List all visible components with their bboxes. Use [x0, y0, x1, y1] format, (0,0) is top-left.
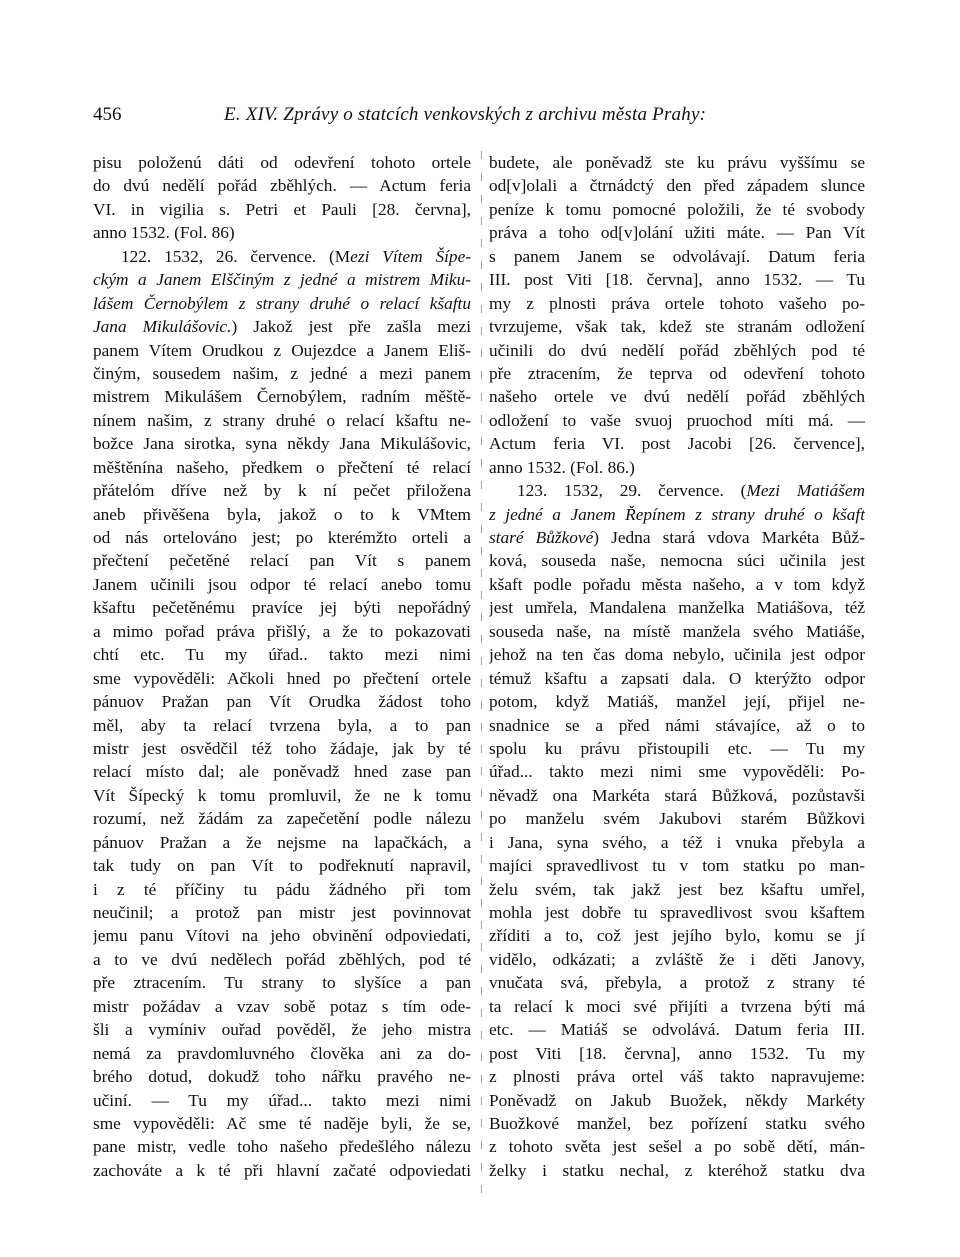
text-line: měštěnína našeho, předkem o přečtení té relací — [93, 457, 471, 477]
text-line: odložení to vaše svuoj pruochod míti má. — — [489, 410, 865, 430]
text-line: činým, sousedem našim, z jedné a mezi panem — [93, 363, 471, 383]
text-line: želu svém, tak jakž jest bez kšaftu umřel, — [489, 879, 865, 899]
text-line: 122. 1532, 26. července. (Mezi Vítem Šípe- — [121, 246, 471, 266]
text-line: my z plnosti práva ortele tohoto vašeho po- — [489, 293, 865, 313]
text-line: a mimo pořad práva přišlý, a že to pokazovati — [93, 621, 471, 641]
text-line: od nás ortelováno jest; po kterémžto orteli a — [93, 528, 471, 547]
text-line: učinili do dvú nedělí pořád zběhlých pod té — [489, 340, 865, 360]
text-line: kšaft podle pořadu města našeho, a v tom když — [489, 574, 865, 594]
text-line: do dvú nedělí pořád zběhlých. — Actum feria — [93, 176, 471, 196]
text-line: panem Vítem Orudkou z Oujezdce a Janem Eliš- — [93, 340, 471, 360]
text-line: od[v]olali a čtrnádctý den před západem slunce — [489, 176, 865, 196]
text-line: majíci spravedlivost tu v tom statku po man- — [489, 856, 865, 876]
text-line: pánuov Pražan a že nejsme na lapačkách, a — [93, 832, 471, 852]
text-line: anno 1532. (Fol. 86.) — [489, 457, 635, 477]
text-line: Jana Mikulášovic.) Jakož jest pře zašla mezi — [93, 317, 471, 337]
text-line: potom, když Matiáš, manžel její, přijel ne- — [489, 692, 865, 712]
text-line: Actum feria VI. post Jacobi [26. července], — [489, 434, 865, 454]
text-line: rozumí, než žádám za zapečetění podle nálezu — [93, 809, 471, 829]
text-line: sme vypověděli: Ačkoli hned po přečtení ortele — [93, 668, 471, 688]
text-line: vnučata svá, přebyla, a protož z strany té — [489, 973, 865, 993]
text-line: mistrem Mikulášem Černobýlem, radním měště- — [93, 387, 471, 407]
text-line: jemu panu Vítovi na jeho obvinění odpoviedati, — [93, 926, 471, 946]
text-line: souseda naše, na místě manžela svého Matiáše, — [489, 621, 865, 641]
text-line: z jedné a Janem Řepínem z strany druhé o kšaft — [489, 504, 865, 524]
text-line: přátelóm dříve než by k ní pečet přiložena — [93, 481, 471, 501]
text-line: nemá za pravdomluvného člověka ani za do- — [93, 1043, 471, 1063]
text-line: a to ve dvú nedělech pořád zběhlých, pod té — [93, 949, 471, 969]
text-line: pře ztracením, že teprva od odevření tohoto — [489, 363, 865, 383]
text-line: s panem Janem se odvolávají. Datum feria — [489, 246, 865, 266]
text-line: po manželu svém Jakubovi starém Bůžkovi — [489, 809, 865, 829]
text-line: 123. 1532, 29. července. (Mezi Matiášem — [517, 481, 865, 501]
text-line: pisu položenú dáti od odevření tohoto ortele — [93, 153, 471, 172]
text-line: snadnice se a před námi stávajíce, až o to — [489, 715, 865, 735]
text-line: Buožkové manžel, bez pořízení statku svého — [489, 1113, 865, 1133]
right-text-column — [489, 151, 865, 1182]
text-line: ta relací k moci své přijíti a tvrzena býti má — [489, 996, 865, 1016]
text-line: našeho ortele ve dvú nedělí pořád zběhlých — [489, 387, 865, 407]
left-text-column — [93, 151, 471, 1182]
text-line: tvrzujeme, však tak, kdež ste stranám odložení — [489, 317, 865, 337]
text-line: aneb přivěšena byla, jakož o to k VMtem — [93, 504, 471, 524]
text-line: budete, ale poněvadž ste ku právu vyššímu se — [489, 153, 865, 172]
text-line: mistr požádav a vzav sobě potaz s tím ode- — [93, 996, 471, 1016]
text-line: anno 1532. (Fol. 86) — [93, 223, 235, 243]
text-line: chtí etc. Tu my úřad.. takto mezi nimi — [93, 645, 471, 665]
text-line: III. post Viti [18. června], anno 1532. — Tu — [489, 270, 865, 290]
text-line: měl, aby ta relací tvrzena byla, a to pan — [93, 715, 471, 735]
text-line: spolu ku právu přistoupili etc. — Tu my — [489, 738, 865, 758]
text-line: neučinil; a protož pan mistr jest povinnovat — [93, 903, 471, 922]
text-line: tak tudy on pan Vít to podřeknutí napravil, — [93, 856, 471, 876]
text-line: něvadž ona Markéta stará Bůžková, pozůstavši — [489, 785, 865, 805]
text-line: i Jana, syna svého, a též i vnuka přebyla a — [489, 832, 865, 852]
text-line: učiní. — Tu my úřad... takto mezi nimi — [93, 1090, 471, 1110]
text-line: relací místo dal; ale poněvadž hned zase pan — [93, 762, 471, 782]
text-line: kšaftu pečetěnému pravíce jej býti nepořádný — [93, 598, 471, 618]
text-line: mohla jest dobře tu spravedlivost svou kšaftem — [489, 903, 865, 922]
text-line: ková, souseda naše, nemocna súci učinila jest — [489, 551, 865, 571]
text-line: práva a toho od[v]olání užiti máte. — Pan Vít — [489, 223, 865, 243]
text-line: z plnosti práva ortel váš takto napravujeme: — [489, 1067, 865, 1087]
text-line: i z té příčiny tu pádu žádného při tom — [93, 879, 471, 899]
text-line: Janem učinili jsou odpor té relací anebo tomu — [93, 574, 471, 594]
text-line: zříditi a to, což jest jejího bylo, komu se jí — [489, 926, 865, 946]
text-line: peníze k tomu pomocné položili, že té svobody — [489, 199, 865, 219]
running-title: E. XIV. Zprávy o statcích venkovských z archivu města Prahy: — [224, 104, 707, 125]
text-line: post Viti [18. června], anno 1532. Tu my — [489, 1043, 865, 1063]
text-line: ckým a Janem Elščiným z jedné a mistrem Miku- — [93, 270, 471, 290]
text-line: jehož na ten čas doma nebylo, učinila jest odpor — [489, 645, 865, 665]
text-line: úřad... takto mezi nimi sme vypověděli: Po- — [489, 762, 865, 782]
page-number: 456 — [93, 104, 122, 125]
text-line: přečtení pečetěné relací pan Vít s panem — [93, 551, 471, 571]
text-line: brého dotud, dokudž toho nářku pravého ne- — [93, 1067, 471, 1087]
text-line: vidělo, odkázati; a zvláště že i děti Janovy, — [489, 949, 865, 969]
text-line: pane mistr, vedle toho našeho předešlého nálezu — [93, 1137, 471, 1157]
text-line: lášem Černobýlem z strany druhé o relací kšaftu — [93, 293, 471, 313]
text-line: želky i statku nechal, z kteréhož statku dva — [489, 1160, 865, 1180]
text-line: sme vypověděli: Ač sme té naděje byli, že se, — [93, 1113, 471, 1133]
text-line: pánuov Pražan pan Vít Orudka žádost toho — [93, 692, 471, 712]
text-line: staré Bůžkové) Jedna stará vdova Markéta Bůž- — [489, 528, 865, 547]
text-line: nínem našim, z strany druhé o relací kšaftu ne- — [93, 410, 471, 430]
text-line: pře ztracením. Tu strany to slyšíce a pan — [93, 973, 471, 993]
text-line: etc. — Matiáš se odvolává. Datum feria III. — [489, 1020, 865, 1040]
text-line: VI. in vigilia s. Petri et Pauli [28. června], — [93, 199, 471, 219]
text-line: šli a vymíniv ouřad pověděl, že jeho mistra — [93, 1020, 471, 1040]
text-line: z tohoto světa jest sešel a po sobě dětí, mán- — [489, 1137, 865, 1157]
text-line: zachováte a k té při hlavní začaté odpoviedati — [93, 1160, 471, 1180]
text-line: Vít Šípecký k tomu promluvil, že ne k tomu — [93, 785, 471, 805]
text-line: Poněvadž on Jakub Buožek, někdy Markéty — [489, 1090, 865, 1110]
text-line: jest umřela, Mandalena manželka Matiášova, též — [489, 598, 865, 618]
text-line: mistr jest osvědčil též toho žádaje, jak by té — [93, 738, 471, 758]
text-line: božce Jana sirotka, syna někdy Jana Mikulášovic, — [93, 434, 471, 454]
text-line: témuž kšaftu a zapsati dala. O kterýžto odpor — [489, 668, 865, 688]
running-head — [93, 103, 871, 127]
column-divider — [481, 151, 482, 1193]
